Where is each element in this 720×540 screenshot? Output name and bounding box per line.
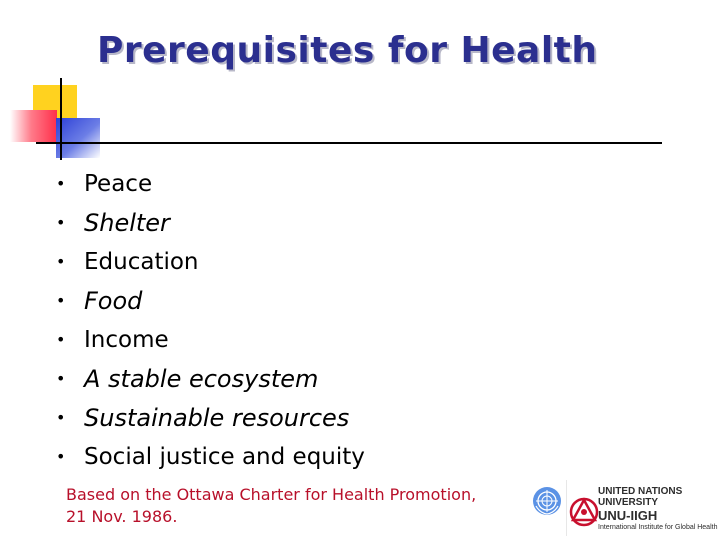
deco-vertical-line [60, 78, 62, 160]
bullet-dot: • [56, 408, 66, 427]
bullet-item [56, 363, 365, 402]
un-emblem-icon [532, 486, 562, 516]
bullet-dot: • [56, 291, 66, 310]
bullet-dot: • [56, 252, 66, 271]
bullet-text: Social justice and equity [84, 444, 365, 470]
bullet-dot: • [56, 369, 66, 388]
bullet-text: Peace [84, 171, 153, 197]
bullet-item [56, 285, 365, 324]
source-citation [66, 484, 476, 528]
unu-line-2: UNIVERSITY [598, 497, 659, 508]
source-line-1: Based on the Ottawa Charter for Health Promotion, [66, 485, 477, 504]
bullet-item [56, 402, 365, 441]
bullet-item [56, 168, 365, 207]
deco-red-square [10, 110, 57, 142]
bullet-dot: • [56, 174, 66, 193]
unu-line-1: UNITED NATIONS [598, 486, 683, 497]
bullet-dot: • [56, 447, 66, 466]
bullet-text: Education [84, 249, 199, 275]
unu-line-3: UNU-IIGH [598, 508, 658, 523]
bullet-text: Shelter [84, 209, 170, 237]
bullet-item [56, 441, 365, 480]
deco-blue-square [56, 118, 100, 158]
slide-title: Prerequisites for Health [97, 30, 598, 71]
bullet-item [56, 207, 365, 246]
title-underline [36, 142, 662, 144]
bullet-text: Income [84, 327, 169, 353]
bullet-dot: • [56, 213, 66, 232]
unu-logo-text [598, 486, 717, 532]
bullet-dot: • [56, 330, 66, 349]
unu-line-4: International Institute for Global Health [598, 524, 718, 531]
bullet-item [56, 246, 365, 285]
bullet-item [56, 324, 365, 363]
bullet-list [56, 168, 365, 480]
bullet-text: A stable ecosystem [84, 365, 319, 393]
source-line-2: 21 Nov. 1986. [66, 507, 178, 526]
bullet-text: Sustainable resources [84, 404, 350, 432]
bullet-text: Food [84, 287, 143, 315]
